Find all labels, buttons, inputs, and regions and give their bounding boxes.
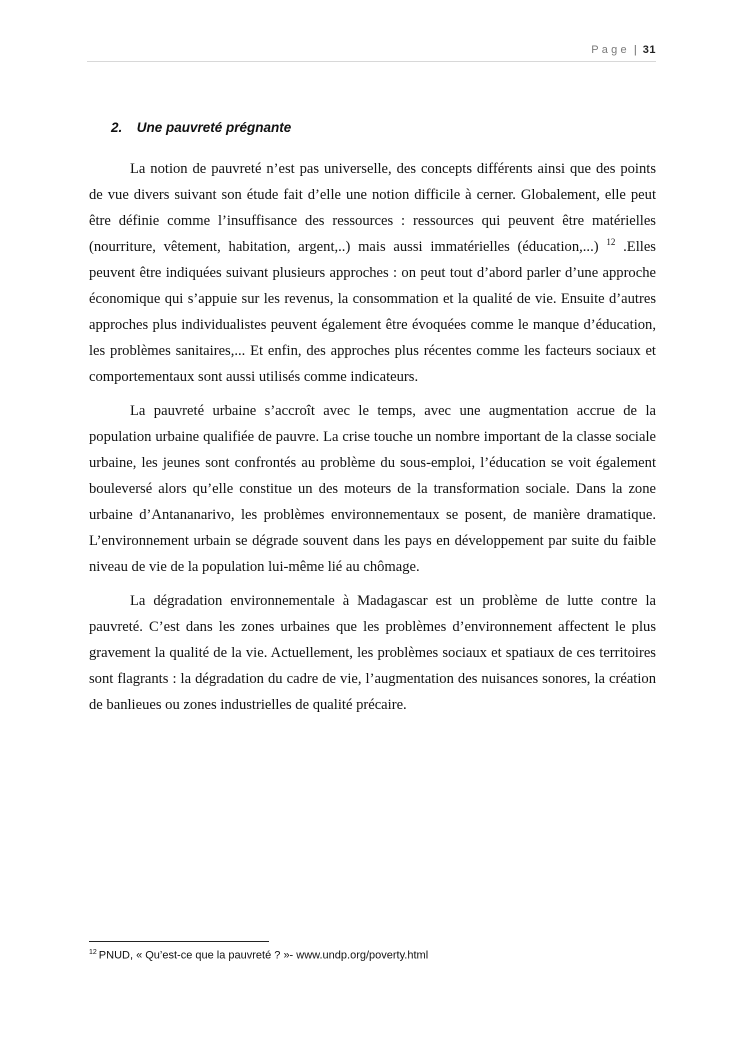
header-separator: | xyxy=(633,44,637,56)
footnote-divider xyxy=(89,941,269,942)
footnote-number: 12 xyxy=(89,949,97,956)
page-number: 31 xyxy=(642,44,656,56)
body-text xyxy=(89,156,656,726)
footnote-reference[interactable]: 12 xyxy=(606,237,616,248)
footnote-text: PNUD, « Qu’est-ce que la pauvreté ? »- www.undp.org/poverty.html xyxy=(98,949,429,962)
paragraph-1-text-start: La notion de pauvreté n’est pas universelle, des concepts différents ainsi que des points de vue divers suivant son étude fait d’elle une notion difficile à cerner. Globalement, elle peut être définie comme l’insuffisance des ressources : ressources qui peuvent être matérielles (nourriture, vêtement, habitation, argent,..) mais aussi immatérielles (éducation,...) xyxy=(89,161,656,255)
page-label: Page xyxy=(591,44,630,56)
page-header xyxy=(591,44,656,56)
paragraph-3: La dégradation environnementale à Madagascar est un problème de lutte contre la pauvreté. C’est dans les zones urbaines que les problèmes d’environnement affectent le plus gravement la qualité de la vie. Actuellement, les problèmes sociaux et spatiaux de ces territoires sont flagrants : la dégradation du cadre de vie, l’augmentation des nuisances sonores, la création de banlieues ou zones industrielles de qualité précaire. xyxy=(89,593,656,713)
paragraph-2: La pauvreté urbaine s’accroît avec le temps, avec une augmentation accrue de la population urbaine qualifiée de pauvre. La crise touche un nombre important de la classe sociale urbaine, les jeunes sont confrontés au problème du sous-emploi, l’éducation se voit également bouleversé alors qu’elle constitue un des moteurs de la transformation sociale. Dans la zone urbaine d’Antananarivo, les problèmes environnementaux se posent, de manière dramatique. L’environnement urbain se dégrade souvent dans les pays en développement par suite du faible niveau de vie de la population lui-même lié au chômage. xyxy=(89,403,656,575)
header-divider xyxy=(87,61,656,62)
footnote xyxy=(89,949,428,962)
section-title: Une pauvreté prégnante xyxy=(136,120,292,135)
section-heading xyxy=(111,120,291,135)
paragraph-1 xyxy=(89,156,656,390)
paragraph-1-text-end: .Elles peuvent être indiquées suivant plusieurs approches : on peut tout d’abord parler d’une approche économique qui s’appuie sur les revenus, la consommation et la qualité de vie. Ensuite d’autres approches plus individualistes peuvent également être évoquées comme le manque d’éducation, les problèmes sanitaires,... Et enfin, des approches plus récentes comme les facteurs sociaux et comportementaux sont aussi utilisés comme indicateurs. xyxy=(89,239,656,385)
section-number: 2. xyxy=(111,120,123,135)
